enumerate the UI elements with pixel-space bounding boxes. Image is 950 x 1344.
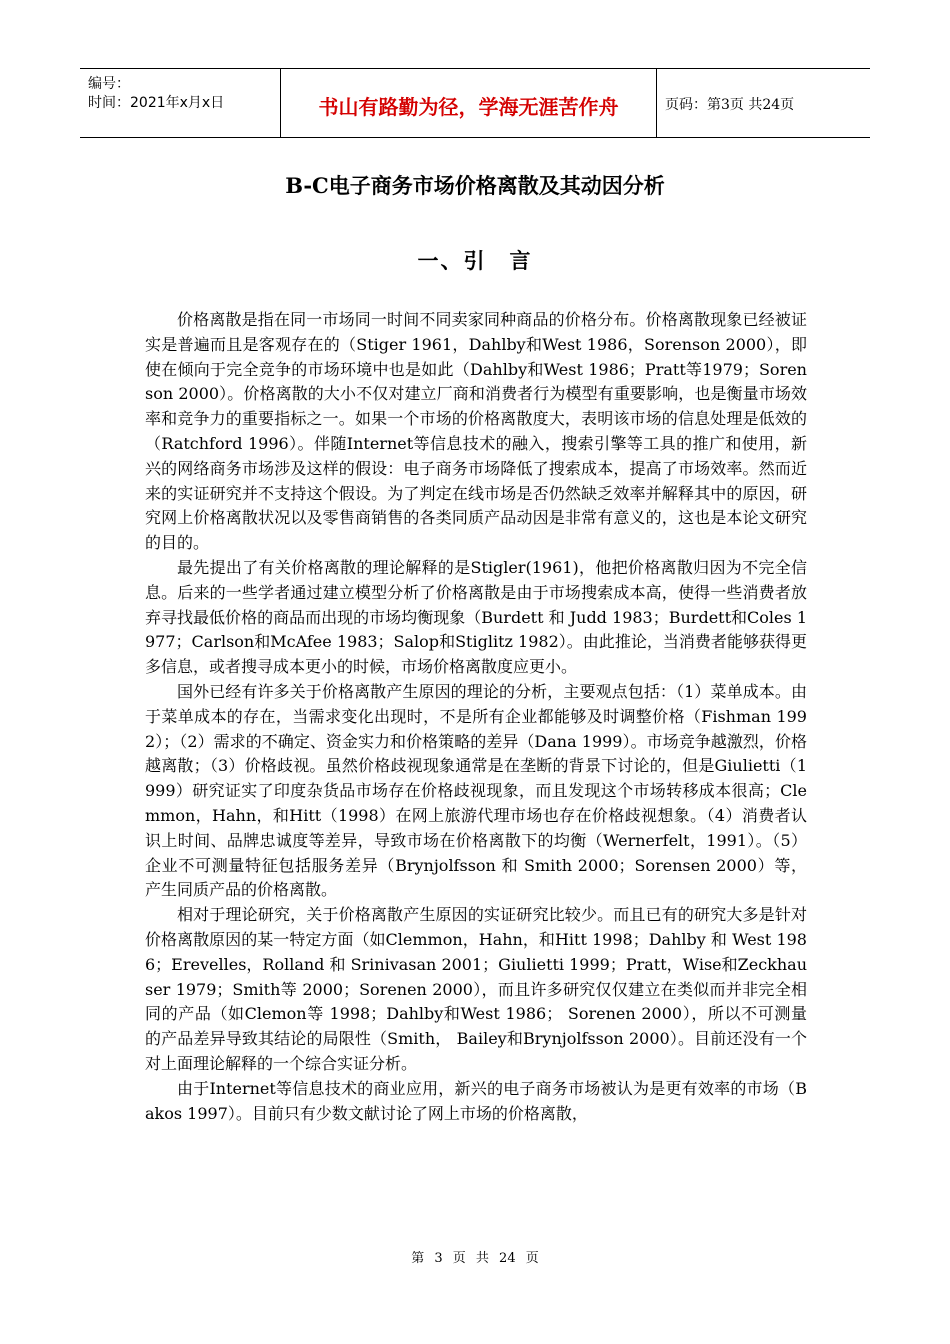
paragraph: 价格离散是指在同一市场同一时间不同卖家同种商品的价格分布。价格离散现象已经被证实是普遍而且是客观存在的（Stiger 1961，Dahlby和West 1986，Sorenson 2000），即使在倾向于完全竞争的市场环境中也是如此（Dahlby和West 1986；Pratt等1979；Sorenson 2000）。价格离散的大小不仅对建立厂商和消费者行为模型有重要影响，也是衡量市场效率和竞争力的重要指标之一。如果一个市场的价格离散度大，表明该市场的信息处理是低效的（Ratchford 1996）。伴随Internet等信息技术的融入，搜索引擎等工具的推广和使用，新兴的网络商务市场涉及这样的假设：电子商务市场降低了搜索成本，提高了市场效率。然而近来的实证研究并不支持这个假设。为了判定在线市场是否仍然缺乏效率并解释其中的原因，研究网上价格离散状况以及零售商销售的各类同质产品动因是非常有意义的，这也是本论文研究的目的。 xyxy=(145,310,807,553)
document-body xyxy=(145,308,807,1126)
paragraph: 相对于理论研究，关于价格离散产生原因的实证研究比较少。而且已有的研究大多是针对价格离散原因的某一特定方面（如Clemmon，Hahn，和Hitt 1998；Dahlby 和 West 1986；Erevelles，Rolland 和 Srinivasan 2001；Giulietti 1999；Pratt，Wise和Zeckhauser 1979；Smith等 2000；Sorenen 2000），而且许多研究仅仅建立在类似而并非完全相同的产品（如Clemon等 1998；Dahlby和West 1986； Sorenen 2000），所以不可测量的产品差异导致其结论的局限性（Smith， Bailey和Brynjolfsson 2000）。目前还没有一个对上面理论解释的一个综合实证分析。 xyxy=(145,905,808,1073)
paragraph: 最先提出了有关价格离散的理论解释的是Stigler(1961)，他把价格离散归因为不完全信息。后来的一些学者通过建立模型分析了价格离散是由于市场搜索成本高，使得一些消费者放弃寻找最低价格的商品而出现的市场均衡现象（Burdett 和 Judd 1983；Burdett和Coles 1977；Carlson和McAfee 1983；Salop和Stiglitz 1982）。由此推论，当消费者能够获得更多信息，或者搜寻成本更小的时候，市场价格离散度应更小。 xyxy=(145,557,807,677)
document-time-label: 时间：2021年x月x日 xyxy=(88,95,225,111)
document-title: B-C电子商务市场价格离散及其动因分析 xyxy=(285,173,665,198)
document-number-label: 编号： xyxy=(88,76,130,92)
section-heading: 一、引 言 xyxy=(417,248,533,273)
header-page-info: 页码：第3页 共24页 xyxy=(665,97,795,113)
header-info-cell xyxy=(80,69,281,137)
paragraph: 由于Internet等信息技术的商业应用，新兴的电子商务市场被认为是更有效率的市场（Bakos 1997）。目前只有少数文献讨论了网上市场的价格离散， xyxy=(145,1078,807,1123)
header-page-cell xyxy=(657,69,870,137)
page-header xyxy=(80,68,870,138)
page-footer: 第 3 页 共 24 页 xyxy=(411,1251,539,1266)
paragraph: 国外已经有许多关于价格离散产生原因的理论的分析，主要观点包括：（1）菜单成本。由于菜单成本的存在，当需求变化出现时，不是所有企业都能够及时调整价格（Fishman 1992）；（2）需求的不确定、资金实力和价格策略的差异（Dana 1999）。市场竞争越激烈，价格越离散；（3）价格歧视。虽然价格歧视现象通常是在垄断的背景下讨论的，但是Giulietti（1999）研究证实了印度杂货品市场存在价格歧视现象，而且发现这个市场转移成本很高；Clemmon，Hahn，和Hitt（1998）在网上旅游代理市场也存在价格歧视想象。（4）消费者认识上时间、品牌忠诚度等差异，导致市场在价格离散下的均衡（Wernerfelt，1991）。（5）企业不可测量特征包括服务差异（Brynjolfsson 和 Smith 2000；Sorensen 2000）等，产生同质产品的价格离散。 xyxy=(145,681,807,900)
header-motto: 书山有路勤为径，学海无涯苦作舟 xyxy=(318,95,619,119)
header-motto-cell xyxy=(281,69,657,137)
